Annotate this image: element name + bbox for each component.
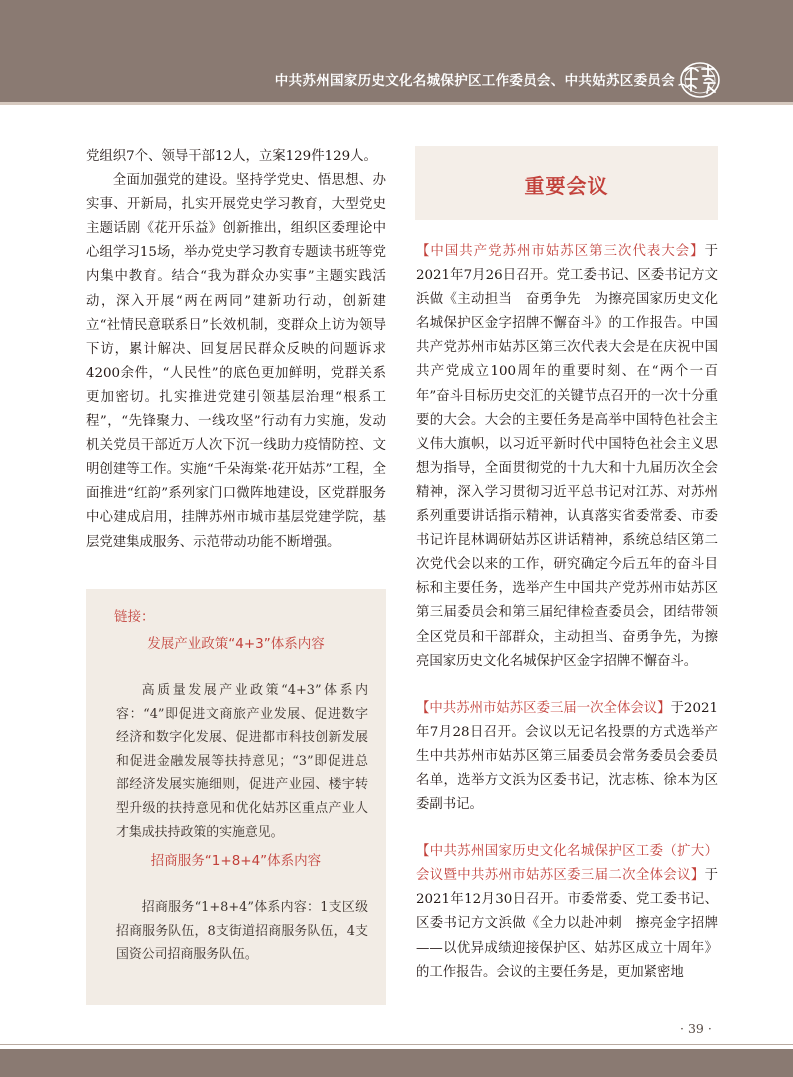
section-heading-box — [415, 146, 718, 220]
footer-band — [0, 1049, 793, 1077]
right-body-text — [416, 240, 718, 1008]
sidebar-label: 链接： — [114, 609, 155, 625]
meeting-title: 【中国共产党苏州市姑苏区第三次代表大会】 — [416, 244, 705, 259]
footer-divider — [0, 1044, 793, 1045]
gusu-logo-icon — [676, 57, 724, 101]
paragraph: 全面加强党的建设。坚持学党史、悟思想、办实事、开新局，扎实开展党史学习教育，大型党史主题话剧《花开乐益》创新推出，组织区委理论中心组学习15场，举办党史学习教育专题读书班等党内集中教育。结合“我为群众办实事”主题实践活动，深入开展“两在两同”建新功行动，创新建立“社情民意联系日”长效机制，变群众上访为领导下访，累计解决、回复居民群众反映的问题诉求4200余件，“人民性”的底色更加鲜明，党群关系更加密切。扎实推进党建引领基层治理“根系工程”，“先锋聚力、一线攻坚”行动有力实施，发动机关党员干部近万人次下沉一线助力疫情防控、文明创建等工作。实施“千朵海棠·花开姑苏”工程，全面推进“红韵”系列家门口微阵地建设，区党群服务中心建成启用，挂牌苏州市城市基层党建学院，基层党建集成服务、示范带动功能不断增强。 — [86, 173, 386, 550]
meeting-text: 于2021年7月28日召开。会议以无记名投票的方式选举产生中共苏州市姑苏区第三届委员会常务委员会委员名单，选举方文浜为区委书记，沈志栋、徐本为区委副书记。 — [416, 700, 719, 813]
link-sidebar-panel — [86, 589, 386, 1005]
page-header-title: 中共苏州国家历史文化名城保护区工作委员会、中共姑苏区委员会 — [274, 73, 675, 89]
meeting-title: 【中共苏州市姑苏区委三届一次全体会议】 — [416, 700, 671, 716]
meeting-title: 【中共苏州国家历史文化名城保护区工委（扩大）会议暨中共苏州市姑苏区委三届二次全体会议】 — [416, 844, 718, 884]
sidebar-section-title: 发展产业政策“4+3”体系内容 — [147, 636, 325, 652]
paragraph: 党组织7个、领导干部12人，立案129件129人。 — [86, 149, 377, 164]
section-heading: 重要会议 — [524, 174, 609, 198]
meeting-text: 于2021年12月30日召开。市委常委、党工委书记、区委书记方文浜做《全力以赴冲刺 擦亮金字招牌——以优异成绩迎接保护区、姑苏区成立十周年》的工作报告。会议的主要任务是，更加紧密地 — [416, 868, 718, 980]
meeting-entry — [416, 697, 718, 817]
sidebar-section-body: 招商服务“1+8+4”体系内容：1支区级招商服务队伍，8支街道招商服务队伍，4支国资公司招商服务队伍。 — [116, 900, 368, 963]
page-number: · 39 · — [680, 1021, 712, 1036]
meeting-text: 于2021年7月26日召开。党工委书记、区委书记方文浜做《主动担当 奋勇争先 为擦亮国家历史文化名城保护区金字招牌不懈奋斗》的工作报告。中国共产党苏州市姑苏区第三次代表大会是在庆祝中国共产党成立100周年的重要时刻、在“两个一百年”奋斗目标历史交汇的关键节点召开的一次十分重要的大会。大会的主要任务是高举中国特色社会主义伟大旗帜，以习近平新时代中国特色社会主义思想为指导，全面贯彻党的十九大和十九届历次全会精神，深入学习贯彻习近平总书记对江苏、对苏州系列重要讲话指示精神，认真落实省委常委、市委书记许昆林调研姑苏区讲话精神，系统总结区第二次党代会以来的工作，研究确定今后五年的奋斗目标和主要任务，选举产生中国共产党苏州市姑苏区第三届委员会和第三届纪律检查委员会，团结带领全区党员和干部群众，主动担当、奋勇争先，为擦亮国家历史文化名城保护区金字招牌不懈奋斗。 — [416, 244, 718, 669]
sidebar-section-title: 招商服务“1+8+4”体系内容 — [150, 853, 322, 869]
header-divider — [0, 102, 793, 105]
meeting-entry — [416, 840, 718, 985]
sidebar-section-body: 高质量发展产业政策“4+3”体系内容：“4”即促进文商旅产业发展、促进数字经济和数字化发展、促进都市科技创新发展和促进金融发展等扶持意见；“3”即促进总部经济发展实施细则，促进产业园、楼宇转型升级的扶持意见和优化姑苏区重点产业人才集成扶持政策的实施意见。 — [116, 683, 368, 840]
meeting-entry — [416, 240, 718, 674]
left-body-text — [86, 145, 386, 555]
